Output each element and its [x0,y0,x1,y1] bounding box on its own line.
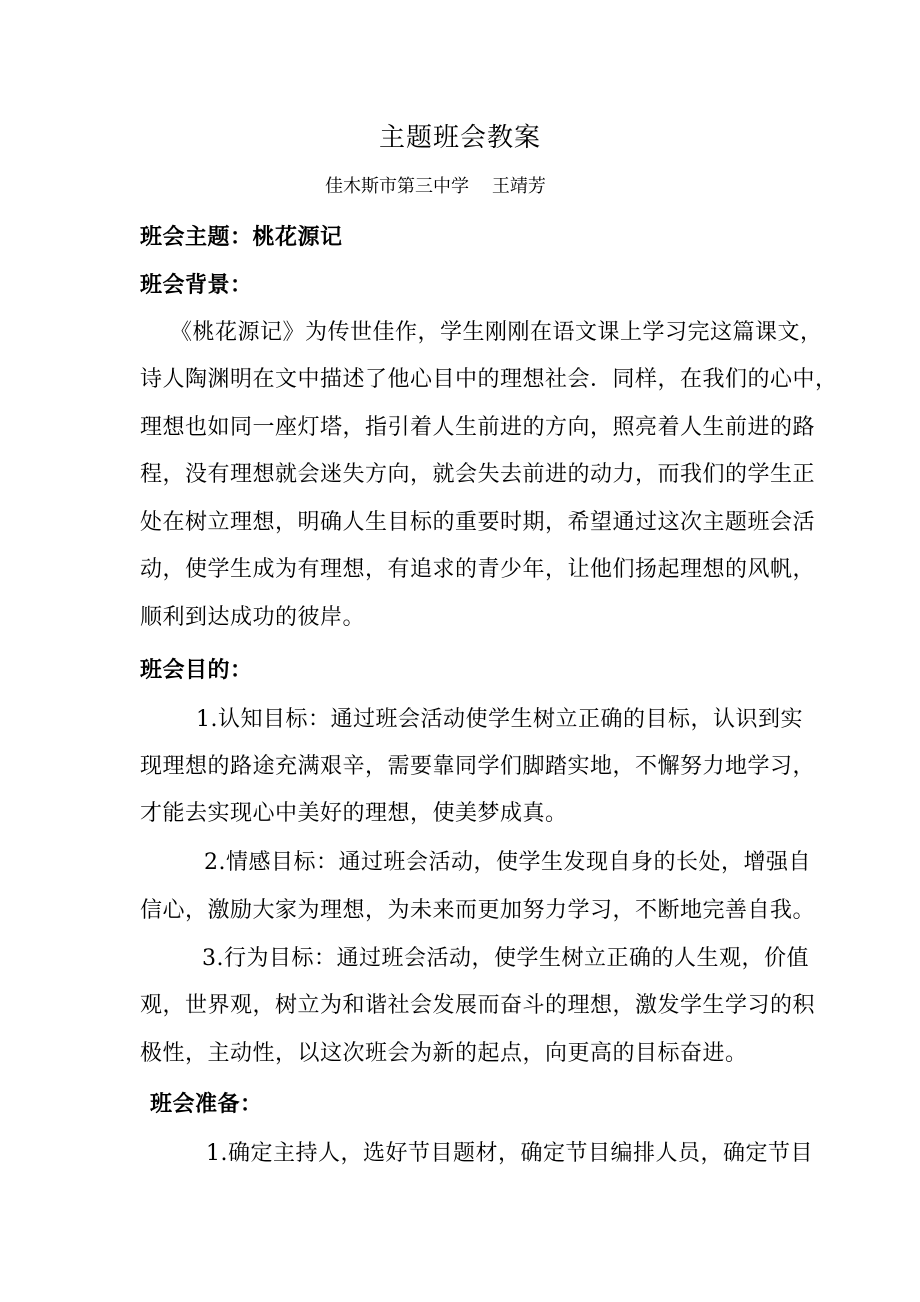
background-line: 动，使学生成为有理想，有追求的青少年，让他们扬起理想的风帆， [140,557,816,582]
background-heading: 班会背景： [140,272,253,298]
goal-1-line: 才能去实现心中美好的理想，使美梦成真。 [140,801,568,826]
goal-2-line: 2.情感目标：通过班会活动，使学生发现自身的长处，增强自 [204,850,811,875]
document-author: 佳木斯市第三中学 王靖芳 [325,176,546,197]
background-line: 顺利到达成功的彼岸。 [140,605,366,630]
goal-3-line: 观，世界观，树立为和谐社会发展而奋斗的理想，激发学生学习的积 [140,993,816,1018]
background-line: 处在树立理想，明确人生目标的重要时期，希望通过这次主题班会活 [140,510,816,535]
goal-1-line: 1.认知目标：通过班会活动使学生树立正确的目标，认识到实 [196,707,803,732]
goal-3-line: 极性，主动性，以这次班会为新的起点，向更高的目标奋进。 [140,1041,748,1066]
prep-heading: 班会准备： [150,1091,263,1117]
document-title: 主题班会教案 [378,123,541,153]
theme-line: 班会主题：桃花源记 [140,224,343,250]
purpose-heading: 班会目的： [140,657,253,683]
background-line: 《桃花源记》为传世佳作，学生刚刚在语文课上学习完这篇课文， [170,320,823,345]
background-line: 诗人陶渊明在文中描述了他心目中的理想社会．同样，在我们的心中， [140,367,838,392]
background-line: 理想也如同一座灯塔，指引着人生前进的方向，照亮着人生前进的路 [140,415,816,440]
goal-2-line: 信心，激励大家为理想，为未来而更加努力学习，不断地完善自我。 [140,898,816,923]
prep-line: 1.确定主持人，选好节目题材，确定节目编排人员，确定节目 [206,1141,813,1166]
goal-1-line: 现理想的路途充满艰辛，需要靠同学们脚踏实地，不懈努力地学习， [140,754,816,779]
goal-3-line: 3.行为目标：通过班会活动，使学生树立正确的人生观，价值 [202,946,809,971]
background-line: 程，没有理想就会迷失方向，就会失去前进的动力，而我们的学生正 [140,462,816,487]
